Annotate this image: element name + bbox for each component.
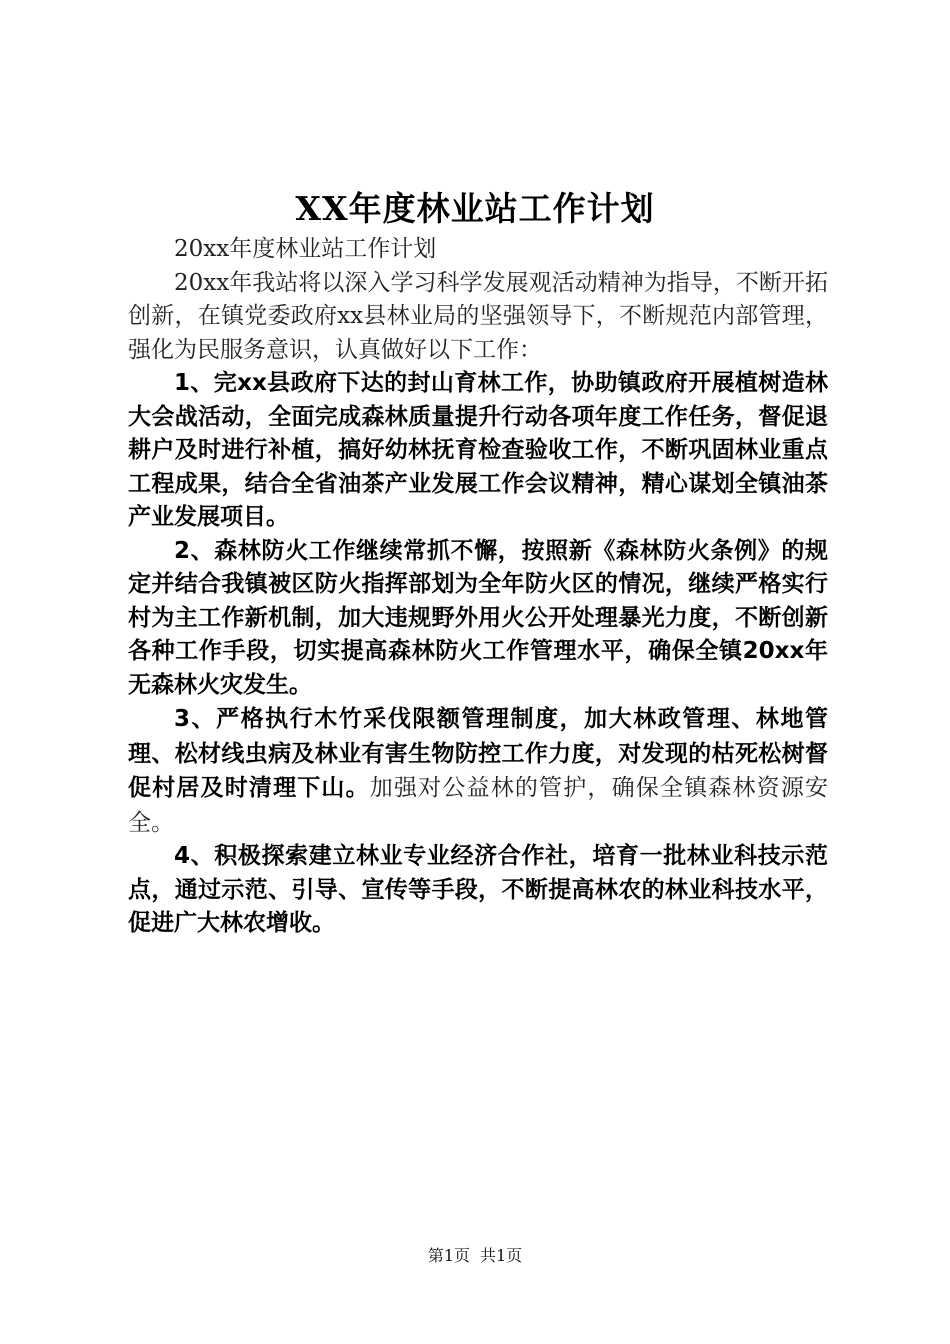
item-4-paragraph: 4、积极探索建立林业专业经济合作社，培育一批林业科技示范点，通过示范、引导、宣传等手段，不断提高林农的林业科技水平，促进广大林农增收。	[128, 843, 828, 936]
page-number: 第1页	[427, 1246, 470, 1265]
document-subtitle: 20xx年度林业站工作计划	[174, 236, 437, 262]
document-title: XX年度林业站工作计划	[295, 189, 655, 228]
page-footer	[0, 1245, 950, 1267]
page-total: 共1页	[480, 1246, 523, 1265]
item-3-paragraph	[128, 702, 828, 840]
item-1-paragraph: 1、完xx县政府下达的封山育林工作，协助镇政府开展植树造林大会战活动，全面完成森林质量提升行动各项年度工作任务，督促退耕户及时进行补植，搞好幼林抚育检查验收工作，不断巩固林业重点工程成果，结合全省油茶产业发展工作会议精神，精心谋划全镇油茶产业发展项目。	[128, 370, 828, 530]
item-2-paragraph: 2、森林防火工作继续常抓不懈，按照新《森林防火条例》的规定并结合我镇被区防火指挥部划为全年防火区的情况，继续严格实行村为主工作新机制，加大违规野外用火公开处理暴光力度，不断创新各种工作手段，切实提高森林防火工作管理水平，确保全镇20xx年无森林火灾发生。	[128, 537, 828, 698]
item-3-main-text: 3、严格执行木竹采伐限额管理制度，加大林政管理、林地管理、松材线虫病及林业有害生物防控工作力度，对发现的枯死松树督促村居及时清理下山。	[128, 706, 828, 801]
document-body	[128, 233, 828, 941]
item-3-tail-text: 加强对公益林的管护，确保全镇森林资源安全。	[128, 775, 829, 836]
intro-paragraph: 20xx年我站将以深入学习科学发展观活动精神为指导，不断开拓创新，在镇党委政府xx县林业局的坚强领导下，不断规范内部管理，强化为民服务意识，认真做好以下工作：	[128, 269, 828, 363]
